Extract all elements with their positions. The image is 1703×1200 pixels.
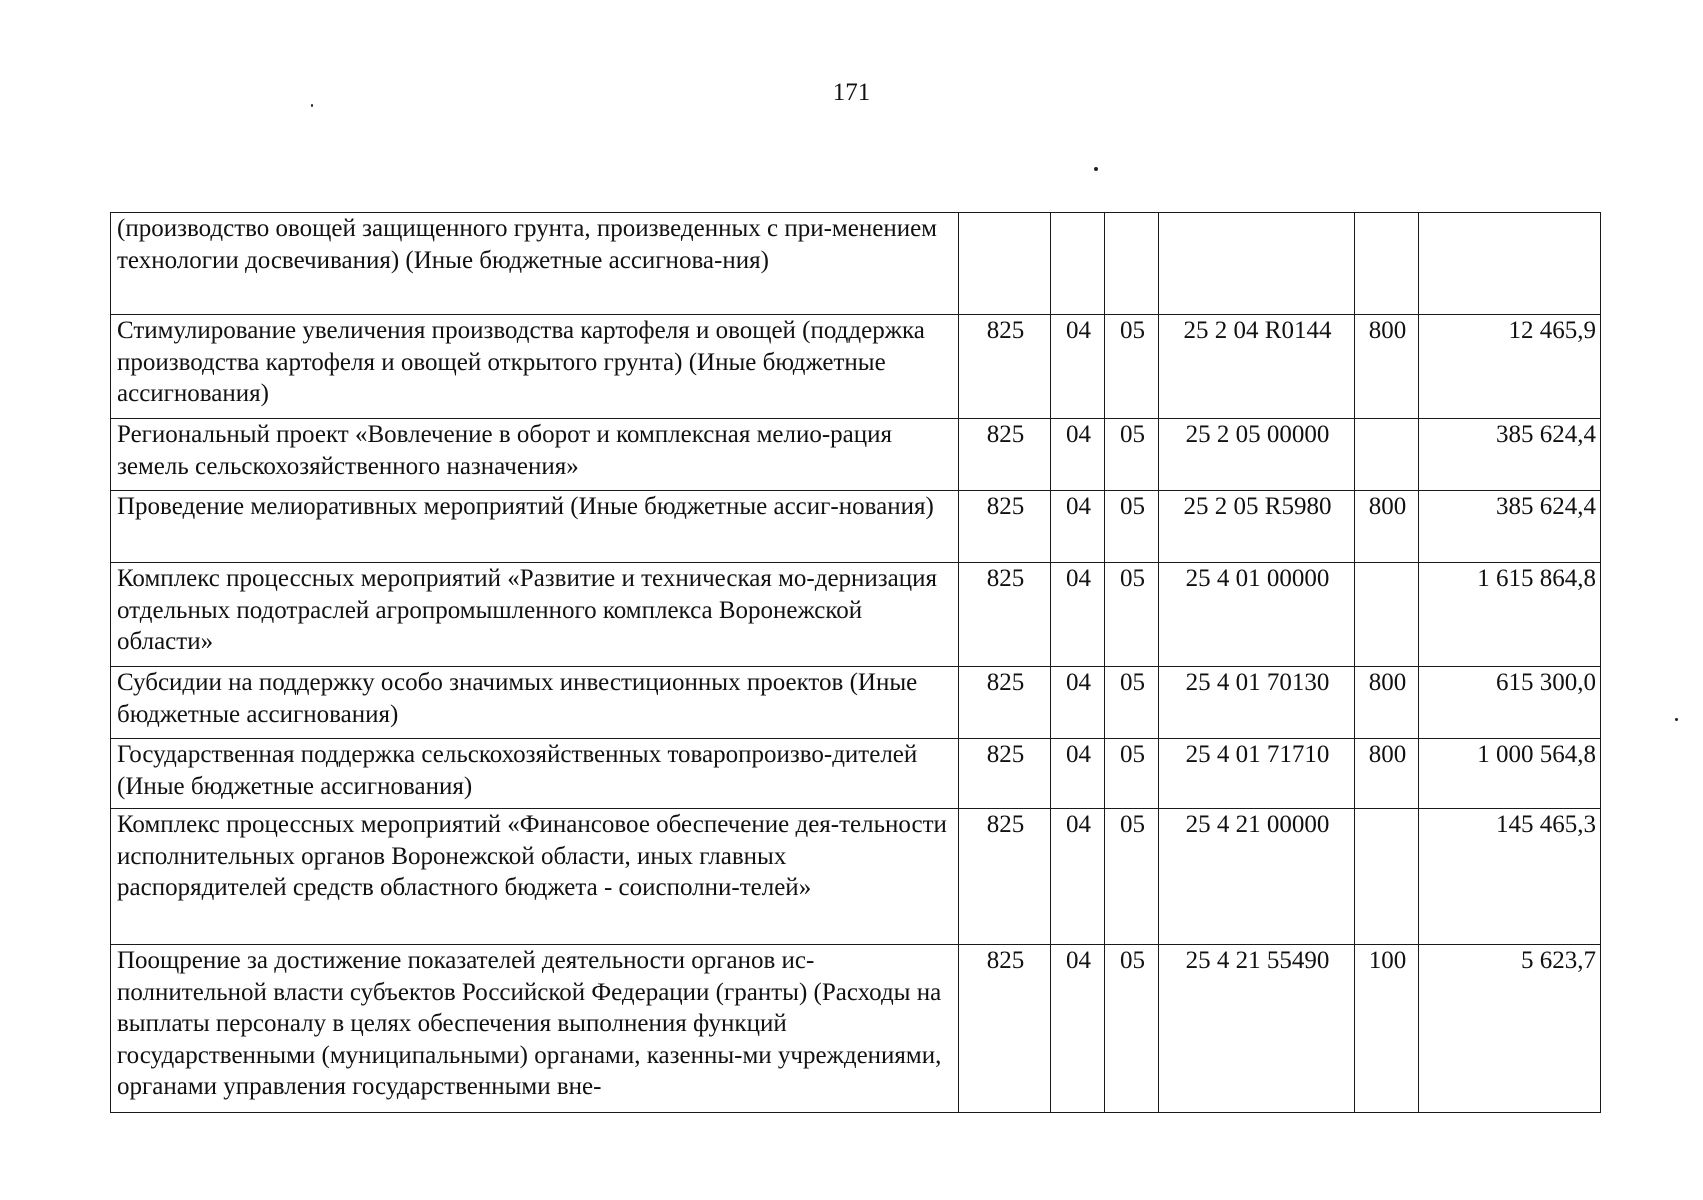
row-name: Комплекс процессных мероприятий «Развитие и техническая мо-дернизация отдельных подотраслей агропромышленного комплекса Воронежской области» (111, 563, 959, 667)
expense-type-code: 800 (1355, 739, 1419, 809)
section-code: 04 (1051, 945, 1105, 1113)
table-row (111, 213, 1601, 315)
section-code: 04 (1051, 739, 1105, 809)
row-name: Субсидии на поддержку особо значимых инвестиционных проектов (Иные бюджетные ассигнования) (111, 667, 959, 739)
target-code: 25 2 04 R0144 (1159, 315, 1355, 419)
target-code: 25 4 01 70130 (1159, 667, 1355, 739)
scan-speck (1675, 718, 1678, 721)
table-row (111, 739, 1601, 809)
expense-type-code (1355, 213, 1419, 315)
row-name: Поощрение за достижение показателей деятельности органов ис-полнительной власти субъектов Российской Федерации (гранты) (Расходы на выплаты персоналу в целях обеспечения выполнения функций государственными (муниципальными) органами, казенны-ми учреждениями, органами управления государственными вне- (111, 945, 959, 1113)
target-code (1159, 213, 1355, 315)
subsection-code: 05 (1105, 739, 1159, 809)
scan-speck (1094, 167, 1098, 171)
amount (1419, 213, 1601, 315)
expense-type-code (1355, 419, 1419, 491)
section-code: 04 (1051, 667, 1105, 739)
table-row (111, 809, 1601, 945)
subsection-code: 05 (1105, 419, 1159, 491)
ministry-code: 825 (959, 563, 1051, 667)
expense-type-code: 800 (1355, 667, 1419, 739)
table-row (111, 667, 1601, 739)
amount: 615 300,0 (1419, 667, 1601, 739)
row-name: Стимулирование увеличения производства картофеля и овощей (поддержка производства картофеля и овощей открытого грунта) (Иные бюджетные ассигнования) (111, 315, 959, 419)
amount: 385 624,4 (1419, 419, 1601, 491)
ministry-code: 825 (959, 667, 1051, 739)
row-name: Государственная поддержка сельскохозяйственных товаропроизво-дителей (Иные бюджетные ассигнования) (111, 739, 959, 809)
expense-type-code: 100 (1355, 945, 1419, 1113)
subsection-code: 05 (1105, 667, 1159, 739)
expense-type-code: 800 (1355, 491, 1419, 563)
target-code: 25 4 01 00000 (1159, 563, 1355, 667)
target-code: 25 4 01 71710 (1159, 739, 1355, 809)
scan-speck (311, 104, 313, 107)
section-code: 04 (1051, 563, 1105, 667)
row-name: (производство овощей защищенного грунта, произведенных с при-менением технологии досвечивания) (Иные бюджетные ассигнова-ния) (111, 213, 959, 315)
table-row (111, 563, 1601, 667)
table-row (111, 419, 1601, 491)
row-name: Комплекс процессных мероприятий «Финансовое обеспечение дея-тельности исполнительных органов Воронежской области, иных главных распорядителей средств областного бюджета - соисполни-телей» (111, 809, 959, 945)
target-code: 25 4 21 55490 (1159, 945, 1355, 1113)
amount: 1 615 864,8 (1419, 563, 1601, 667)
ministry-code (959, 213, 1051, 315)
budget-table (110, 212, 1601, 1113)
amount: 385 624,4 (1419, 491, 1601, 563)
subsection-code (1105, 213, 1159, 315)
row-name: Проведение мелиоративных мероприятий (Иные бюджетные ассиг-нования) (111, 491, 959, 563)
page-number: 171 (832, 79, 871, 106)
target-code: 25 4 21 00000 (1159, 809, 1355, 945)
table-row (111, 491, 1601, 563)
section-code (1051, 213, 1105, 315)
subsection-code: 05 (1105, 315, 1159, 419)
ministry-code: 825 (959, 315, 1051, 419)
subsection-code: 05 (1105, 491, 1159, 563)
ministry-code: 825 (959, 491, 1051, 563)
ministry-code: 825 (959, 945, 1051, 1113)
amount: 1 000 564,8 (1419, 739, 1601, 809)
ministry-code: 825 (959, 739, 1051, 809)
section-code: 04 (1051, 809, 1105, 945)
section-code: 04 (1051, 419, 1105, 491)
expense-type-code: 800 (1355, 315, 1419, 419)
expense-type-code (1355, 563, 1419, 667)
amount: 12 465,9 (1419, 315, 1601, 419)
subsection-code: 05 (1105, 809, 1159, 945)
target-code: 25 2 05 R5980 (1159, 491, 1355, 563)
ministry-code: 825 (959, 809, 1051, 945)
section-code: 04 (1051, 491, 1105, 563)
ministry-code: 825 (959, 419, 1051, 491)
amount: 145 465,3 (1419, 809, 1601, 945)
subsection-code: 05 (1105, 945, 1159, 1113)
amount: 5 623,7 (1419, 945, 1601, 1113)
row-name: Региональный проект «Вовлечение в оборот и комплексная мелио-рация земель сельскохозяйственного назначения» (111, 419, 959, 491)
section-code: 04 (1051, 315, 1105, 419)
target-code: 25 2 05 00000 (1159, 419, 1355, 491)
table-row (111, 945, 1601, 1113)
expense-type-code (1355, 809, 1419, 945)
table-row (111, 315, 1601, 419)
subsection-code: 05 (1105, 563, 1159, 667)
